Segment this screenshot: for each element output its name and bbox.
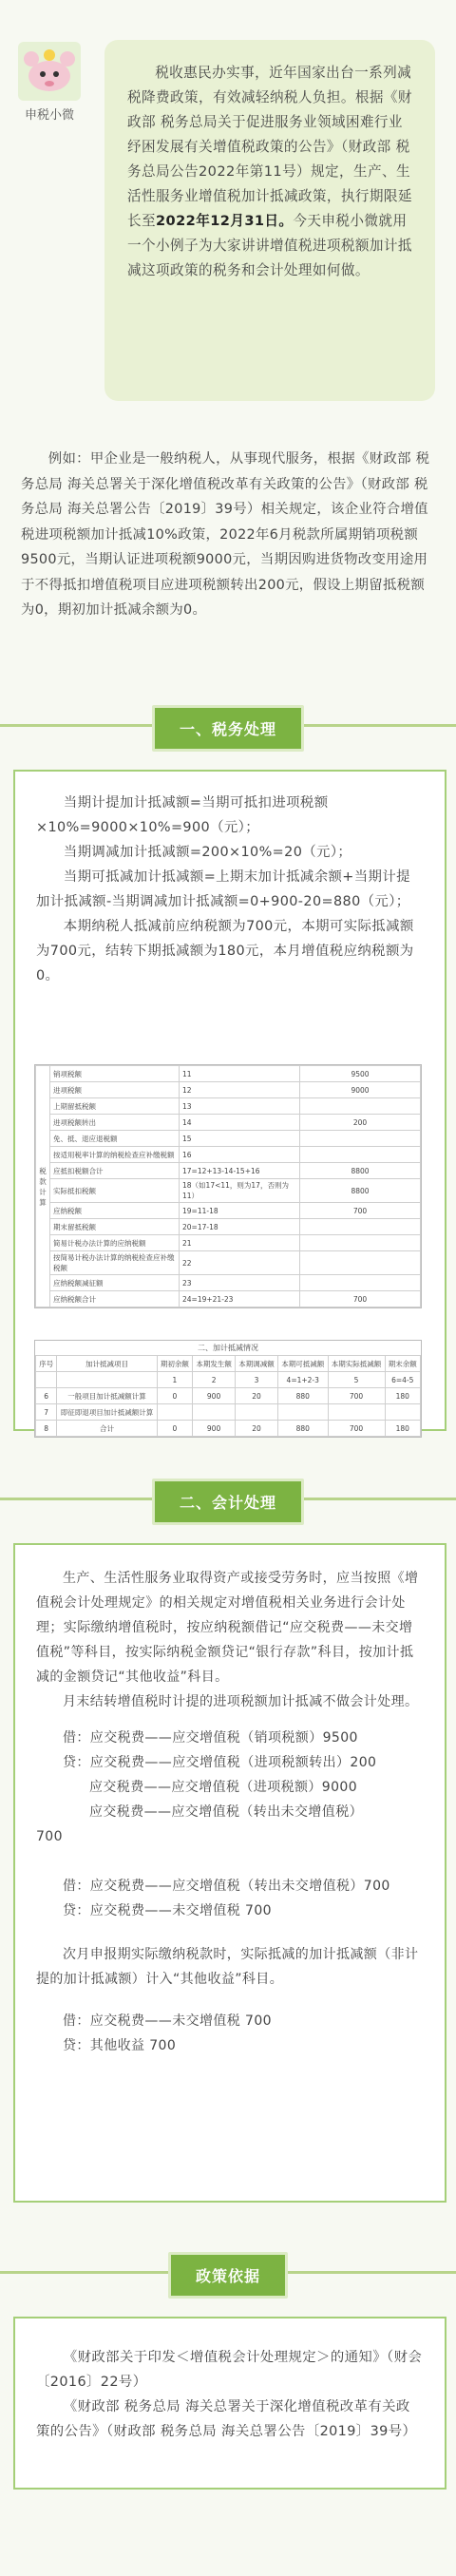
accounting-panel — [13, 1543, 446, 2203]
table-cell: 700 — [328, 1421, 385, 1437]
table-cell: 6 — [36, 1388, 57, 1404]
table-cell: 期末余额 — [385, 1356, 420, 1372]
table-cell: 21 — [180, 1235, 300, 1251]
table-cell — [328, 1404, 385, 1421]
table-row — [36, 1219, 421, 1235]
table-row — [36, 1179, 421, 1203]
journal-line: 贷：应交税费——未交增值税 700 — [63, 1903, 272, 1918]
table-cell — [236, 1404, 278, 1421]
acc-paragraph-2: 月末结转增值税时计提的进项税额加计抵减不做会计处理。 — [63, 1694, 419, 1709]
tax-paragraph-1: 当期计提加计抵减额=当期可抵扣进项税额×10%=9000×10%=900（元）； — [36, 795, 329, 835]
table-cell: 按简易计税办法计算的纳税检查应补缴税额 — [50, 1251, 180, 1275]
section-divider-accounting — [0, 1475, 456, 1524]
table-cell: 8 — [36, 1421, 57, 1437]
table-cell — [385, 1404, 420, 1421]
table-cell — [277, 1404, 328, 1421]
table-cell: 加计抵减项目 — [57, 1356, 158, 1372]
journal-line: 借：应交税费——应交增值税（转出未交增值税）700 — [63, 1879, 390, 1894]
table-cell: 180 — [385, 1388, 420, 1404]
table-cell: 3 — [236, 1372, 278, 1388]
offset-table-title: 二、加计抵减情况 — [198, 1344, 258, 1352]
table-cell: 24=19+21-23 — [180, 1291, 300, 1307]
section-title-accounting: 二、会计处理 — [152, 1479, 304, 1525]
table-cell: 按适用税率计算的纳税检查应补缴税额 — [50, 1147, 180, 1163]
table-cell: 9000 — [300, 1082, 421, 1098]
table-cell: 进项税额转出 — [50, 1115, 180, 1131]
table-cell: 8800 — [300, 1179, 421, 1203]
table-row — [36, 1066, 421, 1082]
table-cell: 即征即退项目加计抵减额计算 — [57, 1404, 158, 1421]
table-cell: 15 — [180, 1131, 300, 1147]
table-cell — [300, 1147, 421, 1163]
table-row — [36, 1163, 421, 1179]
journal-line: 应交税费——应交增值税（转出未交增值税） — [89, 1804, 363, 1820]
policy-ref-1: 《财政部关于印发＜增值税会计处理规定＞的通知》（财会〔2016〕22号） — [36, 2350, 423, 2390]
table-cell: 本期发生额 — [193, 1356, 236, 1372]
tax-paragraph-2: 当期调减加计抵减额=200×10%=20（元）； — [63, 845, 352, 860]
table-cell: 期初余额 — [157, 1356, 192, 1372]
table-cell: 700 — [300, 1291, 421, 1307]
table-cell: 900 — [193, 1388, 236, 1404]
intro-bubble — [104, 40, 435, 401]
table-cell: 8800 — [300, 1163, 421, 1179]
table-cell: 上期留抵税额 — [50, 1098, 180, 1115]
table-cell: 2 — [193, 1372, 236, 1388]
table-cell: 5 — [328, 1372, 385, 1388]
offset-table — [35, 1355, 421, 1437]
table-cell — [300, 1275, 421, 1291]
table-row — [36, 1372, 421, 1388]
table-cell: 880 — [277, 1421, 328, 1437]
table-cell: 实际抵扣税额 — [50, 1179, 180, 1203]
table-row — [36, 1235, 421, 1251]
table-row — [36, 1147, 421, 1163]
table-cell: 期末留抵税额 — [50, 1219, 180, 1235]
table-cell: 1 — [157, 1372, 192, 1388]
section-divider-policy — [0, 2248, 456, 2298]
section-title-policy: 政策依据 — [168, 2252, 288, 2299]
table-cell: 应抵扣税额合计 — [50, 1163, 180, 1179]
table-cell: 应纳税额 — [50, 1203, 180, 1219]
table-cell: 应纳税额减征额 — [50, 1275, 180, 1291]
table-cell: 0 — [157, 1421, 192, 1437]
journal-line: 700 — [36, 1829, 63, 1844]
table-cell — [157, 1404, 192, 1421]
table-cell: 本期可抵减额 — [277, 1356, 328, 1372]
table-cell: 700 — [328, 1388, 385, 1404]
author-name: 申税小微 — [24, 108, 74, 123]
policy-panel — [13, 2317, 446, 2490]
avatar — [18, 42, 81, 101]
journal-line: 应交税费——应交增值税（进项税额）9000 — [89, 1780, 358, 1795]
table-row — [36, 1421, 421, 1437]
bubble-text-a: 税收惠民办实事，近年国家出台一系列减税降费政策，有效减轻纳税人负担。根据《财政部 税务总局关于促进服务业领域困难行业纾困发展有关增值税政策的公告》（财政部 税务总局公告2022年第11号）规定，生产、生活性服务业增值税加计抵减政策，执行期限延长至 — [127, 65, 412, 229]
table-cell — [300, 1131, 421, 1147]
table-cell: 序号 — [36, 1356, 57, 1372]
table-row — [36, 1131, 421, 1147]
example-paragraph: 例如：甲企业是一般纳税人，从事现代服务，根据《财政部 税务总局 海关总署关于深化增值税改革有关政策的公告》（财政部 税务总局 海关总署公告〔2019〕39号）相关规定，该企业符合增值税进项税额加计抵减10%政策，2022年6月税款所属期销项税额9500元，当期认证进项税额9000元，当期因购进货物改变用途用于不得抵扣增值税项目应进项税额转出200元，假设上期留抵税额为0，期初加计抵减余额为0。 — [21, 451, 430, 618]
table-cell: 20 — [236, 1421, 278, 1437]
acc-paragraph-1: 生产、生活性服务业取得资产或接受劳务时，应当按照《增值税会计处理规定》的相关规定对增值税相关业务进行会计处理；实际缴纳增值税时，按应纳税额借记“应交税费——未交增值税”等科目，按实际纳税金额贷记“银行存款”科目，按加计抵减的金额贷记“其他收益”科目。 — [36, 1571, 419, 1685]
table-row — [36, 1356, 421, 1372]
table-side-label: 税款计算 — [36, 1066, 50, 1307]
table-cell: 简易计税办法计算的应纳税额 — [50, 1235, 180, 1251]
journal-line: 借：应交税费——未交增值税 700 — [63, 2013, 272, 2029]
table-cell: 19=11-18 — [180, 1203, 300, 1219]
table-cell: 16 — [180, 1147, 300, 1163]
table-cell: 13 — [180, 1098, 300, 1115]
tax-paragraph-4: 本期纳税人抵减前应纳税额为700元，本期可实际抵减额为700元，结转下期抵减额为180元，本月增值税应纳税额为0。 — [36, 919, 414, 983]
journal-line: 贷：其他收益 700 — [63, 2038, 177, 2053]
table-cell: 7 — [36, 1404, 57, 1421]
table-cell: 一般项目加计抵减额计算 — [57, 1388, 158, 1404]
table-cell: 免、抵、退应退税额 — [50, 1131, 180, 1147]
policy-ref-2: 《财政部 税务总局 海关总署关于深化增值税改革有关政策的公告》（财政部 税务总局 海关总署公告〔2019〕39号） — [36, 2399, 417, 2439]
bubble-text-b: 今天申税小微就用一个小例子为大家讲讲增值税进项税额加计抵减这项政策的税务和会计处理如何做。 — [127, 213, 412, 278]
table-cell — [300, 1251, 421, 1275]
table-cell: 180 — [385, 1421, 420, 1437]
table-cell: 900 — [193, 1421, 236, 1437]
table-cell: 700 — [300, 1203, 421, 1219]
table-row — [36, 1251, 421, 1275]
section-title-tax: 一、税务处理 — [152, 705, 304, 752]
table-cell: 880 — [277, 1388, 328, 1404]
table-cell — [300, 1219, 421, 1235]
table-row — [36, 1275, 421, 1291]
journal-line: 贷：应交税费——应交增值税（进项税额转出）200 — [63, 1755, 377, 1770]
table-cell — [57, 1372, 158, 1388]
table-cell: 22 — [180, 1251, 300, 1275]
table-cell: 6=4-5 — [385, 1372, 420, 1388]
table-cell: 14 — [180, 1115, 300, 1131]
table-cell — [193, 1404, 236, 1421]
table-cell: 0 — [157, 1388, 192, 1404]
table-cell: 200 — [300, 1115, 421, 1131]
tax-paragraph-3: 当期可抵减加计抵减额=上期末加计抵减余额+当期计提加计抵减额-当期调减加计抵减额=0+900-20=880（元）； — [36, 869, 410, 909]
table-cell: 4=1+2-3 — [277, 1372, 328, 1388]
tax-calc-table — [35, 1065, 421, 1307]
journal-line: 借：应交税费——应交增值税（销项税额）9500 — [63, 1730, 358, 1746]
table-cell: 11 — [180, 1066, 300, 1082]
table-cell — [300, 1235, 421, 1251]
table-row — [36, 1404, 421, 1421]
table-cell: 本期实际抵减额 — [328, 1356, 385, 1372]
table-cell: 17=12+13-14-15+16 — [180, 1163, 300, 1179]
table-cell — [300, 1098, 421, 1115]
intro-bubble-text — [104, 40, 435, 283]
table-row — [36, 1098, 421, 1115]
table-row — [36, 1115, 421, 1131]
table-cell: 12 — [180, 1082, 300, 1098]
table-cell: 本期调减额 — [236, 1356, 278, 1372]
table-cell: 20=17-18 — [180, 1219, 300, 1235]
table-cell: 23 — [180, 1275, 300, 1291]
return-table — [34, 1064, 422, 1308]
table-cell: 销项税额 — [50, 1066, 180, 1082]
table-row — [36, 1291, 421, 1307]
table-cell: 18（如17<11，则为17，否则为11） — [180, 1179, 300, 1203]
table-cell: 合计 — [57, 1421, 158, 1437]
table-row — [36, 1203, 421, 1219]
table-cell: 应纳税额合计 — [50, 1291, 180, 1307]
table-cell: 9500 — [300, 1066, 421, 1082]
table-row — [36, 1388, 421, 1404]
table-cell: 20 — [236, 1388, 278, 1404]
table-row — [36, 1082, 421, 1098]
section-divider-tax — [0, 701, 456, 751]
table-cell: 进项税额 — [50, 1082, 180, 1098]
acc-paragraph-3: 次月申报期实际缴纳税款时，实际抵减的加计抵减额（非计提的加计抵减额）计入“其他收益”科目。 — [36, 1947, 419, 1987]
offset-table-wrap — [34, 1340, 422, 1438]
table-cell — [36, 1372, 57, 1388]
bubble-deadline: 2022年12月31日。 — [156, 213, 294, 229]
mascot-icon — [18, 42, 81, 101]
author-avatar-box — [15, 42, 84, 122]
